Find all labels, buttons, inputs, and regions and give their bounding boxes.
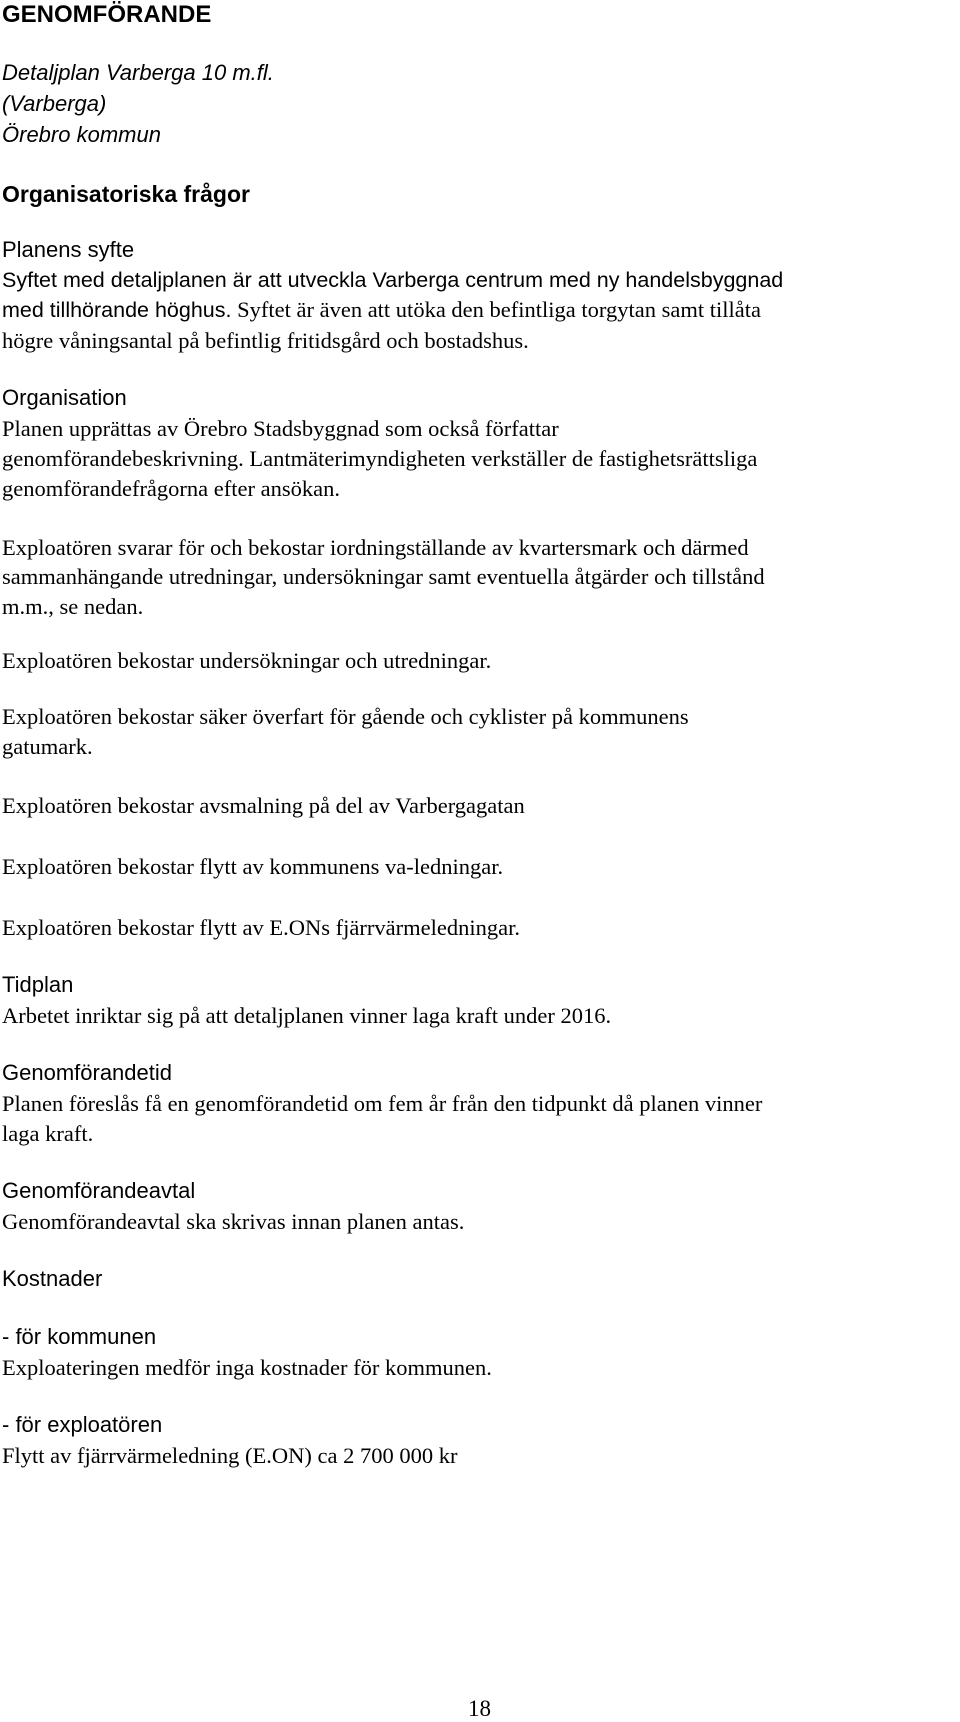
page-number: 18 <box>468 1696 491 1721</box>
document-title: GENOMFÖRANDE <box>2 1 212 28</box>
heading-genomforandeavtal: Genomförandeavtal <box>2 1178 196 1203</box>
genomforandeavtal-text: Genomförandeavtal ska skrivas innan planen antas. <box>2 1209 465 1234</box>
heading-for-kommunen: - för kommunen <box>2 1324 157 1349</box>
heading-for-exploatoren: - för exploatören <box>2 1412 163 1437</box>
plan-area: (Varberga) <box>2 91 107 116</box>
exploatoren-p1-line-2: sammanhängande utredningar, undersökningar samt eventuella åtgärder och tillstånd <box>2 564 765 589</box>
syfte-line-3: högre våningsantal på befintlig fritidsgård och bostadshus. <box>2 328 529 353</box>
genomforandetid-line-2: laga kraft. <box>2 1121 94 1146</box>
kommunen-text: Exploateringen medför inga kostnader för kommunen. <box>2 1355 492 1380</box>
syfte-line-2a: med tillhörande höghus. <box>2 298 232 322</box>
genomforandetid-line-1: Planen föreslås få en genomförandetid om fem år från den tidpunkt då planen vinner <box>2 1091 763 1116</box>
syfte-line-2b: Syftet är även att utöka den befintliga torgytan samt tillåta <box>231 297 761 322</box>
organisation-line-3: genomförandefrågorna efter ansökan. <box>2 476 340 501</box>
heading-planens-syfte: Planens syfte <box>2 237 135 262</box>
organisation-line-1: Planen upprättas av Örebro Stadsbyggnad som också författar <box>2 416 559 441</box>
organisation-line-2: genomförandebeskrivning. Lantmäterimyndigheten verkställer de fastighetsrättsliga <box>2 446 758 471</box>
heading-tidplan: Tidplan <box>2 972 74 997</box>
exploatoren-p3-line-2: gatumark. <box>2 734 93 759</box>
exploatoren-p4: Exploatören bekostar avsmalning på del av Varbergagatan <box>2 793 525 818</box>
exploatoren-p6: Exploatören bekostar flytt av E.ONs fjärrvärmeledningar. <box>2 915 520 940</box>
syfte-line-2 <box>2 299 761 322</box>
municipality: Örebro kommun <box>2 122 161 147</box>
tidplan-text: Arbetet inriktar sig på att detaljplanen vinner laga kraft under 2016. <box>2 1003 612 1028</box>
exploatoren-p1-line-1: Exploatören svarar för och bekostar iordningställande av kvartersmark och därmed <box>2 535 749 560</box>
plan-name: Detaljplan Varberga 10 m.fl. <box>2 60 274 85</box>
heading-organisation: Organisation <box>2 385 127 410</box>
exploatoren-p2: Exploatören bekostar undersökningar och utredningar. <box>2 648 492 673</box>
syfte-line-1: Syftet med detaljplanen är att utveckla Varberga centrum med ny handelsbyggnad <box>2 268 784 292</box>
section-heading: Organisatoriska frågor <box>2 181 250 207</box>
heading-kostnader: Kostnader <box>2 1266 103 1291</box>
exploatoren-p3-line-1: Exploatören bekostar säker överfart för gående och cyklister på kommunens <box>2 704 689 729</box>
exploatoren-p5: Exploatören bekostar flytt av kommunens va-ledningar. <box>2 854 504 879</box>
exploatoren-cost-text: Flytt av fjärrvärmeledning (E.ON) ca 2 700 000 kr <box>2 1443 458 1468</box>
exploatoren-p1-line-3: m.m., se nedan. <box>2 594 144 619</box>
heading-genomforandetid: Genomförandetid <box>2 1060 172 1085</box>
